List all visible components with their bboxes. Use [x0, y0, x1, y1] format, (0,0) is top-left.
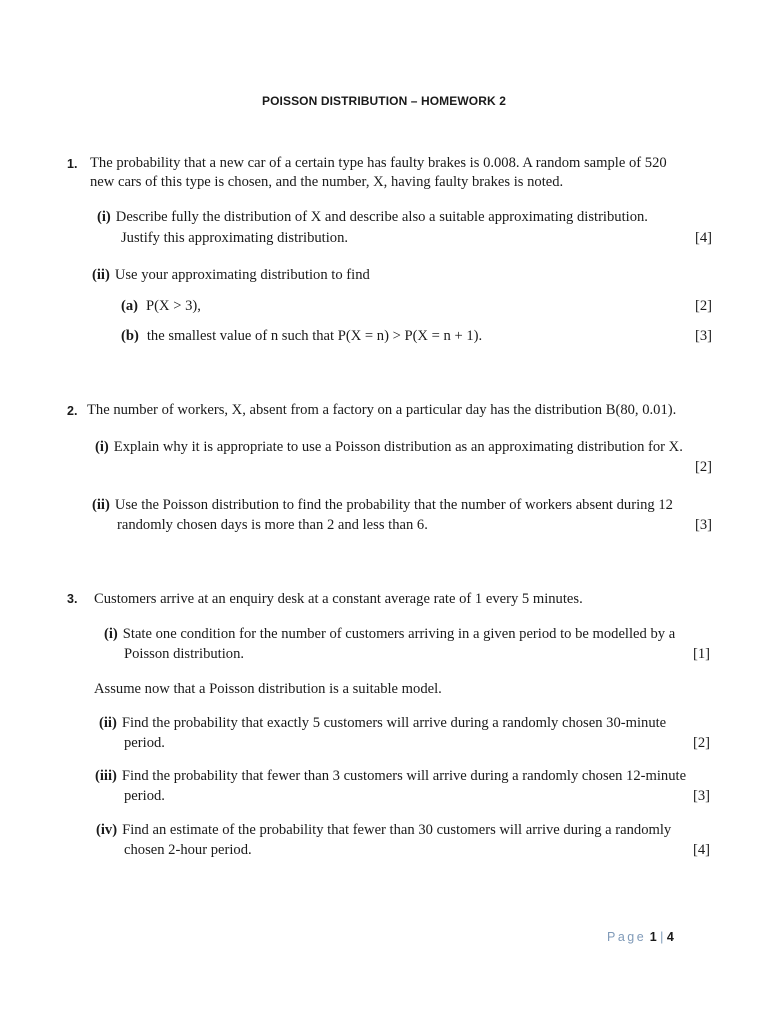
part-text: Describe fully the distribution of X and describe also a suitable approximating distribution.: [115, 209, 648, 225]
part-label: (iv): [96, 822, 118, 838]
page-separator: |: [660, 930, 664, 944]
question-3-part-ii-marks: [2]: [692, 735, 710, 751]
question-3-stem: Customers arrive at an enquiry desk at a constant average rate of 1 every 5 minutes.: [94, 591, 583, 607]
question-1-part-ii-b-marks: [3]: [694, 328, 712, 344]
part-text: State one condition for the number of customers arriving in a given period to be modelled by a: [122, 626, 676, 642]
subpart-label: (b): [121, 328, 139, 344]
question-3-part-iv-marks: [4]: [692, 842, 710, 858]
question-3-part-ii-line-2: period.: [124, 735, 165, 751]
part-text: Use the Poisson distribution to find the probability that the number of workers absent during 12: [114, 497, 673, 513]
question-3-part-iii-line-1: [95, 767, 686, 785]
subpart-text: the smallest value of n such that P(X = n) > P(X = n + 1).: [146, 328, 483, 344]
total-pages: 4: [666, 930, 674, 944]
question-1-part-ii-a: [121, 297, 201, 315]
question-2-part-ii-marks: [3]: [694, 517, 712, 533]
question-1-number: 1.: [67, 157, 78, 171]
question-2-number: 2.: [67, 404, 78, 418]
question-3-number: 3.: [67, 592, 78, 606]
part-label: (ii): [99, 715, 117, 731]
part-label: (i): [104, 626, 118, 642]
question-1-part-ii-b: [121, 327, 482, 345]
part-text: Find the probability that fewer than 3 customers will arrive during a randomly chosen 12-minute: [121, 768, 687, 784]
page-footer: [607, 930, 674, 944]
question-3-part-iv-line-1: [96, 821, 671, 839]
part-text: Use your approximating distribution to find: [114, 267, 370, 283]
question-3-part-i-line-1: [104, 625, 675, 643]
question-1-part-i-marks: [4]: [694, 230, 712, 246]
part-text: Explain why it is appropriate to use a Poisson distribution as an approximating distribution for X.: [113, 439, 683, 455]
question-1-stem-line-2: new cars of this type is chosen, and the number, X, having faulty brakes is noted.: [90, 174, 564, 190]
page-title: POISSON DISTRIBUTION – HOMEWORK 2: [262, 94, 506, 108]
question-1-part-i-line-2: Justify this approximating distribution.: [121, 230, 349, 246]
part-text: Find the probability that exactly 5 customers will arrive during a randomly chosen 30-minute: [121, 715, 667, 731]
subpart-text: P(X > 3),: [146, 298, 201, 314]
part-text: Find an estimate of the probability that fewer than 30 customers will arrive during a randomly: [122, 822, 672, 838]
part-label: (ii): [92, 497, 110, 513]
question-3-part-i-marks: [1]: [692, 646, 710, 662]
question-3-part-iii-line-2: period.: [124, 788, 165, 804]
question-2-stem: The number of workers, X, absent from a factory on a particular day has the distribution B(80, 0.01).: [87, 402, 677, 418]
question-1-part-ii-a-marks: [2]: [694, 298, 712, 314]
part-label: (ii): [92, 267, 110, 283]
question-3-part-iii-marks: [3]: [692, 788, 710, 804]
question-1-part-i-line-1: [97, 208, 648, 226]
question-2-part-ii-line-2: randomly chosen days is more than 2 and less than 6.: [117, 517, 428, 533]
question-3-part-i-line-2: Poisson distribution.: [124, 646, 245, 662]
page-number: 1: [649, 930, 657, 944]
question-2-part-i: [95, 438, 683, 456]
question-2-part-ii-line-1: [92, 496, 673, 514]
question-1-stem-line-1: The probability that a new car of a certain type has faulty brakes is 0.008. A random sample of 520: [90, 155, 667, 171]
question-2-part-i-marks: [2]: [694, 459, 712, 475]
part-label: (i): [97, 209, 111, 225]
question-1-part-ii: [92, 266, 370, 284]
question-3-part-iv-line-2: chosen 2-hour period.: [124, 842, 252, 858]
page-word: Page: [607, 930, 647, 944]
part-label: (i): [95, 439, 109, 455]
subpart-label: (a): [121, 298, 139, 314]
question-3-part-ii-line-1: [99, 714, 666, 732]
part-label: (iii): [95, 768, 117, 784]
question-3-assumption: Assume now that a Poisson distribution is a suitable model.: [94, 681, 442, 697]
